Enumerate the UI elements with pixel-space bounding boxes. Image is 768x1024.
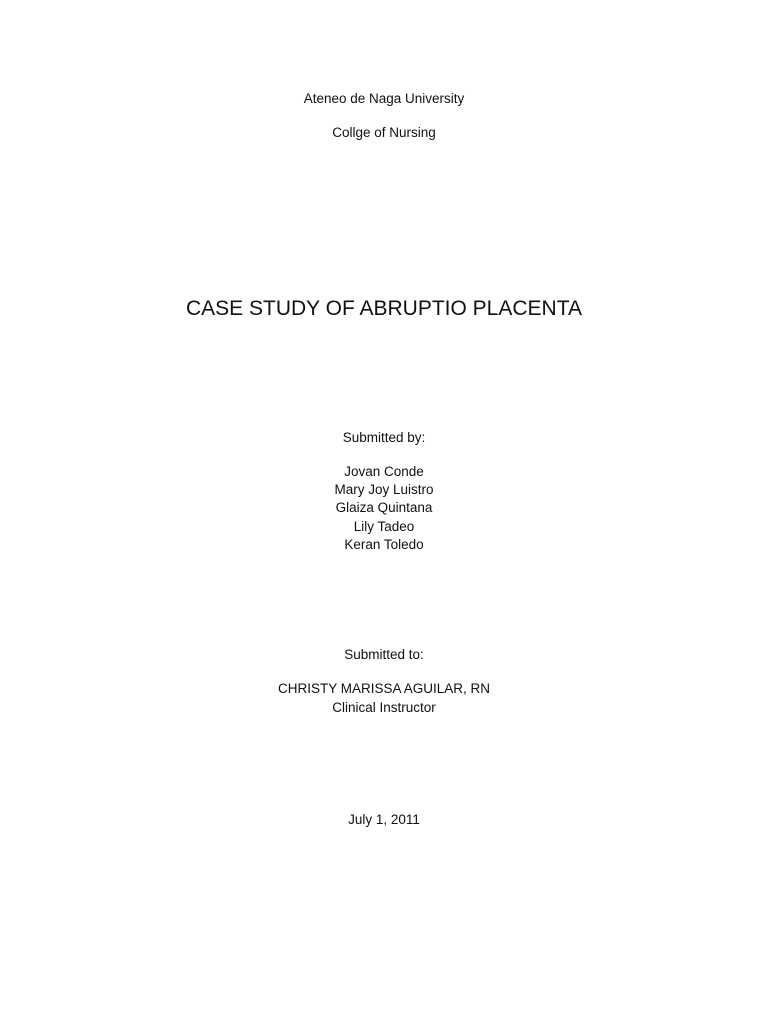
author-name: Lily Tadeo (353, 519, 415, 534)
college-name: Collge of Nursing (332, 125, 436, 140)
author-name: Keran Toledo (344, 537, 424, 552)
submitted-to-label: Submitted to: (344, 647, 424, 662)
author-name: Jovan Conde (344, 464, 424, 479)
author-name: Glaiza Quintana (335, 500, 433, 515)
instructor-role: Clinical Instructor (332, 700, 436, 715)
author-name: Mary Joy Luistro (334, 482, 434, 497)
instructor-name: CHRISTY MARISSA AGUILAR, RN (277, 681, 491, 696)
document-title: CASE STUDY OF ABRUPTIO PLACENTA (186, 297, 582, 320)
submitted-by-label: Submitted by: (342, 430, 426, 445)
submission-date: July 1, 2011 (348, 812, 420, 827)
university-name: Ateneo de Naga University (303, 91, 465, 106)
